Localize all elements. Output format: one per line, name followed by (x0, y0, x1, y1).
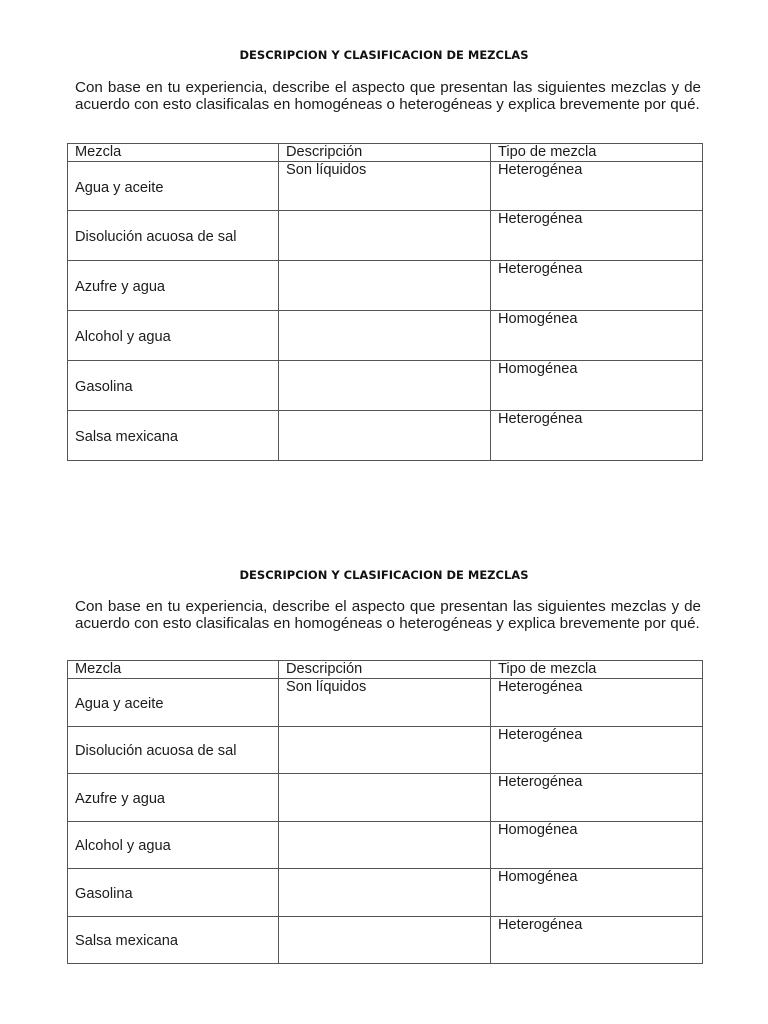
header-tipo: Tipo de mezcla (491, 144, 703, 162)
cell-tipo: Heterogénea (491, 679, 703, 727)
cell-tipo: Heterogénea (491, 916, 703, 964)
cell-descripcion (279, 726, 491, 774)
section-title: DESCRIPCION Y CLASIFICACION DE MEZCLAS (239, 568, 529, 582)
table-row (68, 211, 703, 261)
table-row (68, 869, 703, 917)
cell-tipo: Heterogénea (491, 162, 703, 211)
mixtures-table (67, 660, 703, 964)
cell-tipo: Heterogénea (491, 261, 703, 311)
cell-mezcla: Azufre y agua (68, 774, 279, 822)
cell-mezcla: Agua y aceite (68, 679, 279, 727)
cell-descripcion (279, 311, 491, 361)
table-row (68, 411, 703, 461)
cell-tipo: Homogénea (491, 869, 703, 917)
cell-mezcla: Alcohol y agua (68, 821, 279, 869)
cell-mezcla: Azufre y agua (68, 261, 279, 311)
table-row (68, 162, 703, 211)
cell-descripcion (279, 361, 491, 411)
cell-mezcla: Disolución acuosa de sal (68, 726, 279, 774)
cell-descripcion (279, 261, 491, 311)
cell-mezcla: Agua y aceite (68, 162, 279, 211)
header-descripcion: Descripción (279, 144, 491, 162)
cell-descripcion (279, 774, 491, 822)
cell-tipo: Heterogénea (491, 726, 703, 774)
cell-tipo: Homogénea (491, 311, 703, 361)
table-row (68, 821, 703, 869)
cell-tipo: Homogénea (491, 361, 703, 411)
cell-mezcla: Disolución acuosa de sal (68, 211, 279, 261)
cell-descripcion (279, 916, 491, 964)
cell-descripcion: Son líquidos (279, 162, 491, 211)
cell-descripcion (279, 411, 491, 461)
table-row (68, 361, 703, 411)
table-row (68, 774, 703, 822)
cell-descripcion: Son líquidos (279, 679, 491, 727)
cell-tipo: Homogénea (491, 821, 703, 869)
mixtures-table (67, 143, 703, 461)
table-row (68, 261, 703, 311)
header-mezcla: Mezcla (68, 144, 279, 162)
instructions-text: Con base en tu experiencia, describe el aspecto que presentan las siguientes mezclas y de acuerdo con esto clasificalas en homogéneas o heterogéneas y explica brevemente por qué. (75, 598, 701, 632)
table-row (68, 679, 703, 727)
table-header-row (68, 144, 703, 162)
cell-mezcla: Salsa mexicana (68, 411, 279, 461)
header-mezcla: Mezcla (68, 661, 279, 679)
header-tipo: Tipo de mezcla (491, 661, 703, 679)
cell-mezcla: Salsa mexicana (68, 916, 279, 964)
cell-mezcla: Gasolina (68, 869, 279, 917)
table-row (68, 726, 703, 774)
cell-mezcla: Alcohol y agua (68, 311, 279, 361)
cell-tipo: Heterogénea (491, 411, 703, 461)
cell-tipo: Heterogénea (491, 211, 703, 261)
cell-descripcion (279, 821, 491, 869)
header-descripcion: Descripción (279, 661, 491, 679)
table-header-row (68, 661, 703, 679)
cell-descripcion (279, 869, 491, 917)
instructions-text: Con base en tu experiencia, describe el aspecto que presentan las siguientes mezclas y de acuerdo con esto clasificalas en homogéneas o heterogéneas y explica brevemente por qué. (75, 79, 701, 113)
table-row (68, 916, 703, 964)
cell-tipo: Heterogénea (491, 774, 703, 822)
cell-mezcla: Gasolina (68, 361, 279, 411)
section-title: DESCRIPCION Y CLASIFICACION DE MEZCLAS (239, 48, 529, 62)
cell-descripcion (279, 211, 491, 261)
table-row (68, 311, 703, 361)
